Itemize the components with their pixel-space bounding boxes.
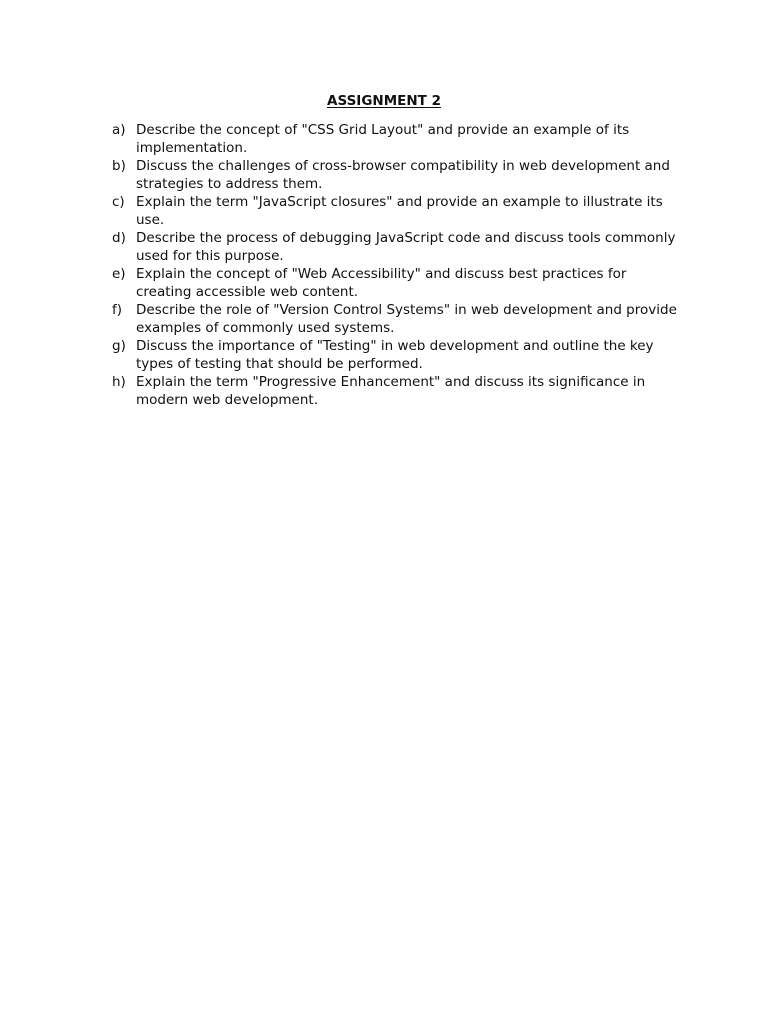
question-text: Describe the concept of "CSS Grid Layout" and provide an example of its implementation. [136, 122, 630, 156]
question-marker: f) [112, 302, 123, 318]
question-item-b [112, 157, 682, 193]
question-item-a [112, 121, 682, 157]
question-item-d [112, 229, 682, 265]
question-text: Discuss the challenges of cross-browser compatibility in web development and strategies to address them. [136, 158, 670, 192]
question-list [112, 121, 682, 409]
question-marker: b) [112, 158, 126, 174]
question-marker: h) [112, 374, 126, 390]
question-item-f [112, 301, 682, 337]
question-text: Describe the role of "Version Control Systems" in web development and provide examples of commonly used systems. [136, 302, 677, 336]
question-item-e [112, 265, 682, 301]
question-item-c [112, 193, 682, 229]
question-item-g [112, 337, 682, 373]
question-text: Explain the term "Progressive Enhancement" and discuss its significance in modern web development. [136, 374, 646, 408]
question-text: Explain the concept of "Web Accessibility" and discuss best practices for creating accessible web content. [136, 266, 627, 300]
question-text: Discuss the importance of "Testing" in web development and outline the key types of testing that should be performed. [136, 338, 654, 372]
question-marker: e) [112, 266, 126, 282]
document-title: ASSIGNMENT 2 [327, 93, 441, 109]
question-text: Describe the process of debugging JavaScript code and discuss tools commonly used for this purpose. [136, 230, 676, 264]
question-marker: a) [112, 122, 126, 138]
question-marker: d) [112, 230, 126, 246]
question-marker: c) [112, 194, 125, 210]
question-item-h [112, 373, 682, 409]
question-text: Explain the term "JavaScript closures" and provide an example to illustrate its use. [136, 194, 663, 228]
question-marker: g) [112, 338, 126, 354]
